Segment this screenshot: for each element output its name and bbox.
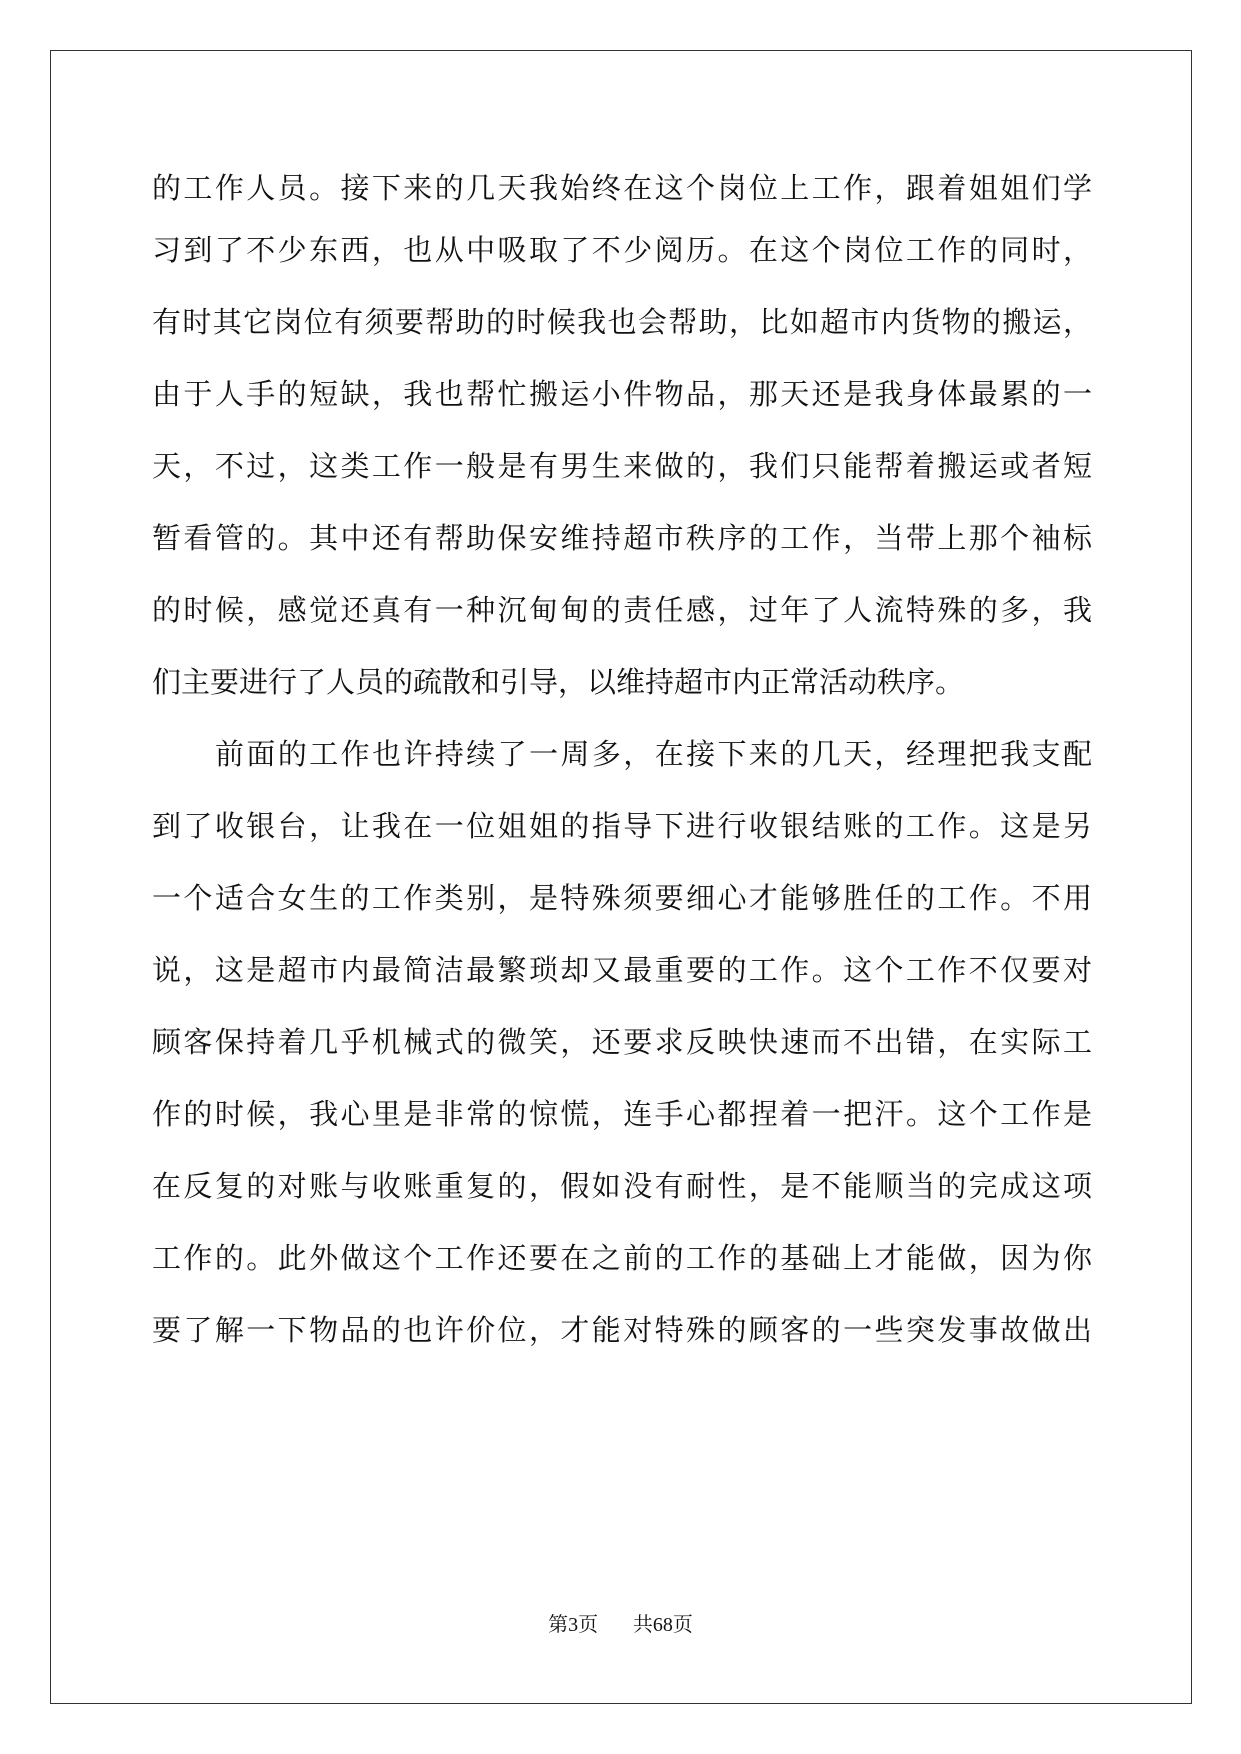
page-prefix: 第: [548, 1612, 569, 1636]
total-prefix: 共: [632, 1612, 653, 1636]
paragraph-line: 的时候，感觉还真有一种沉甸甸的责任感，过年了人流特殊的多，我: [152, 593, 1092, 627]
paragraph-line: 习到了不少东西，也从中吸取了不少阅历。在这个岗位工作的同时，: [152, 233, 1092, 267]
paragraph-line: 的工作人员。接下来的几天我始终在这个岗位上工作，跟着姐姐们学: [152, 171, 1092, 205]
total-suffix: 页: [672, 1612, 693, 1636]
paragraph-line: 说，这是超市内最简洁最繁琐却又最重要的工作。这个工作不仅要对: [152, 953, 1092, 987]
page-number: 3: [568, 1614, 579, 1636]
paragraph-line: 在反复的对账与收账重复的，假如没有耐性，是不能顺当的完成这项: [152, 1169, 1092, 1203]
paragraph-line: 要了解一下物品的也许价位，才能对特殊的顾客的一些突发事故做出: [152, 1313, 1092, 1347]
total-pages: 68: [652, 1614, 673, 1636]
page-footer: [0, 1612, 1241, 1637]
paragraph-line: 顾客保持着几乎机械式的微笑，还要求反映快速而不出错，在实际工: [152, 1025, 1092, 1059]
paragraph-line: 前面的工作也许持续了一周多，在接下来的几天，经理把我支配: [215, 737, 1092, 771]
paragraph-line: 到了收银台，让我在一位姐姐的指导下进行收银结账的工作。这是另: [152, 809, 1092, 843]
paragraph-line: 工作的。此外做这个工作还要在之前的工作的基础上才能做，因为你: [152, 1241, 1092, 1275]
paragraph-line: 们主要进行了人员的疏散和引导，以维持超市内正常活动秩序。: [152, 665, 965, 699]
paragraph-line: 有时其它岗位有须要帮助的时候我也会帮助，比如超市内货物的搬运，: [152, 305, 1092, 339]
page-suffix: 页: [578, 1612, 599, 1636]
paragraph-line: 由于人手的短缺，我也帮忙搬运小件物品，那天还是我身体最累的一: [152, 377, 1092, 411]
paragraph-line: 作的时候，我心里是非常的惊慌，连手心都捏着一把汗。这个工作是: [152, 1097, 1092, 1131]
paragraph-line: 暂看管的。其中还有帮助保安维持超市秩序的工作，当带上那个袖标: [152, 521, 1092, 555]
page-border: [50, 50, 1192, 1704]
paragraph-line: 天，不过，这类工作一般是有男生来做的，我们只能帮着搬运或者短: [152, 449, 1092, 483]
paragraph-line: 一个适合女生的工作类别，是特殊须要细心才能够胜任的工作。不用: [152, 881, 1092, 915]
